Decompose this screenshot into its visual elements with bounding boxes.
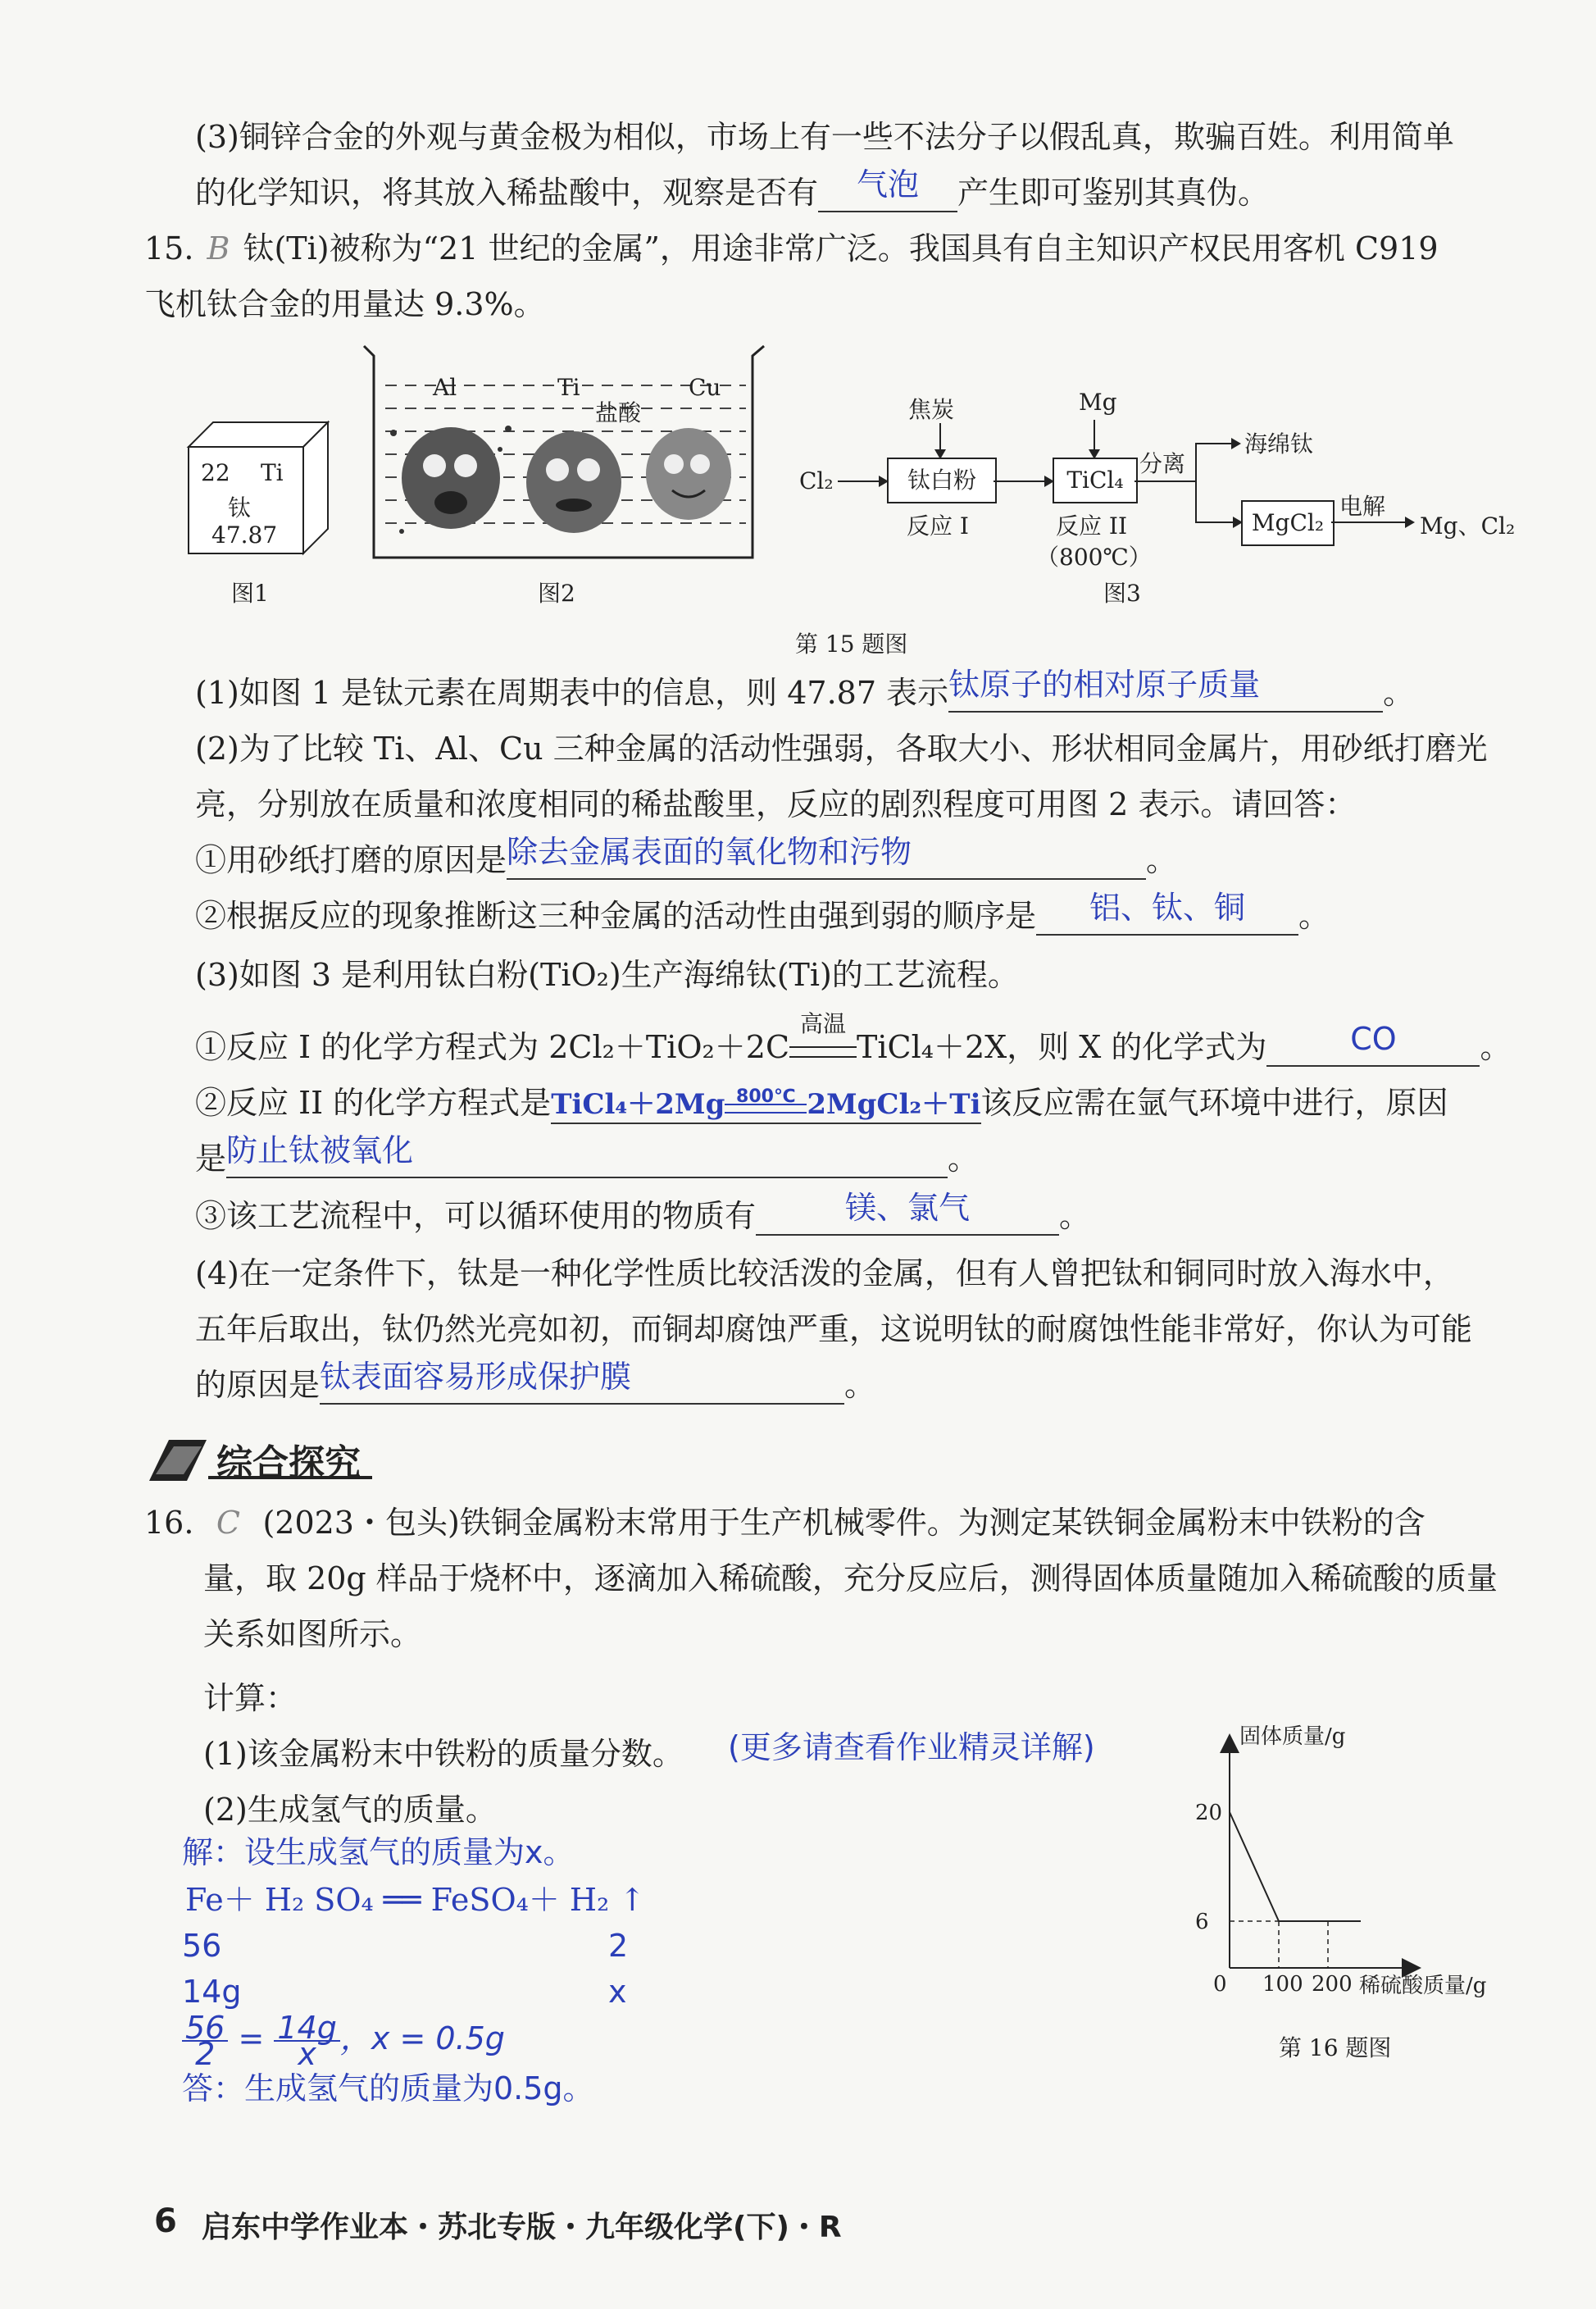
section-header: [141, 1432, 387, 1486]
q15-p3-2-equation-blank[interactable]: [551, 1085, 980, 1124]
q15-p2-line2: 亮，分别放在质量和浓度相同的稀盐酸里，反应的剧烈程度可用图 2 表示。请回答：: [195, 786, 1357, 822]
q16-q1: (1)该金属粉末中铁粉的质量分数。: [203, 1736, 684, 1772]
q15-choice: B: [207, 230, 230, 266]
q15-p3-2-line2: [195, 1132, 980, 1181]
q16-line2: 量，取 20g 样品于烧杯中，逐滴加入稀硫酸，充分反应后，测得固体质量随加入稀硫酸的质量: [203, 1560, 1498, 1596]
q15-p3-1-answer-blank[interactable]: [1266, 1021, 1480, 1067]
q14-p3-text: 的化学知识，将其放入稀盐酸中，观察是否有: [195, 175, 819, 211]
q16-ratio-fe: 56: [182, 1928, 222, 1964]
q15-p2-1-end: 。: [1146, 842, 1178, 878]
fig3-react1: 反应 I: [907, 512, 969, 540]
fig2-label-al: Al: [433, 374, 457, 401]
fig3-arrow-1: [838, 480, 887, 482]
q15-p1-text: (1)如图 1 是钛元素在周期表中的信息，则 47.87 表示: [195, 675, 949, 711]
q15-p1: [195, 667, 1415, 715]
fig3-arrow-coke: [939, 423, 941, 458]
q16-number: 16.: [144, 1505, 194, 1541]
q16-frac2-num: 14g: [274, 2015, 339, 2042]
fig3-arrow-sponge: [1195, 443, 1239, 444]
fig2-ti-figure: [526, 431, 621, 533]
section-title: 综合探究: [216, 1442, 361, 1484]
q15-p3-1: [195, 1010, 1512, 1069]
q14-p3-line2: [195, 166, 1270, 215]
fig1-caption: 图1: [231, 580, 269, 607]
q15-p2-2: [195, 890, 1330, 938]
fig3-arrow-mgcl2: [1195, 521, 1241, 523]
q15-p2-2-answer-blank[interactable]: [1036, 890, 1298, 936]
fig3-box-mgcl2: MgCl₂: [1241, 500, 1335, 546]
q15-p3-2-text: ②反应 II 的化学方程式是: [195, 1085, 552, 1121]
fig2-label-ti: Ti: [557, 374, 580, 401]
q16-mass-fe: 14g: [182, 1974, 242, 2010]
q16-eqsign: =: [238, 2020, 265, 2056]
q15-p4-answer: 钛表面容易形成保护膜: [320, 1359, 632, 1395]
fig3-arrow-electrolysis: [1331, 521, 1413, 523]
q16-answer: 答：生成氢气的质量为0.5g。: [182, 2070, 594, 2106]
q15-p3-3: [195, 1190, 1091, 1238]
q15-p4-line3: [195, 1359, 876, 1407]
fig2-al-figure: [390, 426, 512, 534]
fig3-out-sponge-ti: 海绵钛: [1244, 430, 1314, 458]
q15-p3-2-eq-b: 2MgCl₂＋Ti: [807, 1088, 981, 1121]
q16-calc: 计算：: [203, 1680, 298, 1716]
q16-frac1-den: 2: [195, 2035, 216, 2072]
fig3-arrow-2: [994, 480, 1053, 482]
q16-figure-caption: 第 16 题图: [1279, 2034, 1392, 2061]
footer-book-title: 启东中学作业本・苏北专版・九年级化学(下)・R: [202, 2211, 842, 2244]
q14-p3-answer: 气泡: [857, 166, 920, 203]
q15-p3-1-answer: CO: [1350, 1021, 1397, 1057]
fig3-temp: （800℃）: [1036, 544, 1152, 571]
q15-p2-1-answer: 除去金属表面的氧化物和污物: [507, 834, 912, 870]
q15-p2-1: [195, 834, 1178, 882]
q15-p3-3-end: 。: [1059, 1198, 1091, 1234]
fig1-name: 钛: [228, 494, 252, 521]
chart-ylabel: 固体质量/g: [1239, 1724, 1346, 1749]
fig3-coke: 焦炭: [908, 396, 955, 423]
q16-q2: (2)生成氢气的质量。: [203, 1792, 497, 1828]
fig1-atomic-number: 22: [201, 459, 230, 486]
fig3-arrow-mg: [1094, 420, 1095, 458]
q15-p3-3-text: ③该工艺流程中，可以循环使用的物质有: [195, 1198, 757, 1234]
fig3-out-mg-cl2: Mg、Cl₂: [1420, 512, 1516, 540]
fig3-mg: Mg: [1079, 389, 1117, 416]
fig3-split-vertical: [1195, 443, 1197, 523]
q16-frac-result: ，x = 0.5g: [339, 2020, 505, 2056]
q15-p3-2-answer: 防止钛被氧化: [226, 1132, 414, 1168]
q15-p3-3-answer: 镁、氯气: [845, 1190, 971, 1226]
q15-p3-3-answer-blank[interactable]: [756, 1190, 1059, 1236]
q15-p3-2: [195, 1081, 1448, 1125]
q15-p3-2-rest: 该反应需在氩气环境中进行，原因: [980, 1085, 1448, 1121]
fig1-mass: 47.87: [211, 521, 278, 549]
q15-number: 15.: [144, 230, 194, 266]
q15-p3-2-eq-a: TiCl₄＋2Mg: [551, 1088, 725, 1121]
q16-frac1-num: 56: [182, 2015, 228, 2042]
q16-equation: Fe＋ H₂ SO₄ ══ FeSO₄＋ H₂ ↑: [185, 1882, 646, 1918]
q14-p3-end: 产生即可鉴别其真伪。: [957, 175, 1270, 211]
q15-p3-2-line2-text: 是: [195, 1141, 227, 1177]
q16-frac2: [274, 2009, 339, 2072]
q16-text: (2023・包头)铁铜金属粉末常用于生产机械零件。为测定某铁铜金属粉末中铁粉的含: [262, 1505, 1425, 1541]
q16-chart: [1172, 1714, 1516, 2009]
q16-frac2-den: x: [298, 2035, 316, 2072]
q15-p3-2-condition: [725, 1086, 807, 1114]
q15-p3-1-text-b: TiCl₄＋2X，则 X 的化学式为: [857, 1029, 1267, 1065]
fig2-label-acid: 盐酸: [595, 399, 642, 426]
q16-mass-h2: x: [608, 1974, 627, 2010]
q15-p4-end: 。: [844, 1367, 876, 1403]
fig2-cu-figure: [646, 428, 731, 520]
footer-page-number: 6: [154, 2202, 177, 2240]
q15-p1-answer-blank[interactable]: [948, 667, 1383, 713]
fig3-box-tio2: 钛白粉: [887, 458, 997, 503]
q15-line1: [144, 226, 1439, 271]
chart-xlabel: 稀硫酸质量/g: [1359, 1974, 1487, 1998]
q15-p4-text: 的原因是: [195, 1367, 321, 1403]
fig1-symbol: Ti: [261, 459, 284, 486]
chart-ytick-6: 6: [1195, 1910, 1209, 1934]
q15-p3: (3)如图 3 是利用钛白粉(TiO₂)生产海绵钛(Ti)的工艺流程。: [195, 957, 1019, 993]
q15-p2-line1: (2)为了比较 Ti、Al、Cu 三种金属的活动性强弱，各取大小、形状相同金属片，用砂纸打磨光: [195, 731, 1488, 767]
q14-p3-line1: (3)铜锌合金的外观与黄金极为相似，市场上有一些不法分子以假乱真，欺骗百姓。利用简单: [195, 119, 1454, 155]
q15-p2-2-answer: 铝、钛、铜: [1089, 890, 1246, 926]
q16-frac1: [182, 2009, 228, 2072]
q15-p2-2-text: ②根据反应的现象推断这三种金属的活动性由强到弱的顺序是: [195, 898, 1037, 934]
q15-p3-2-cond-text: 800℃: [736, 1086, 796, 1107]
q16-line1: [144, 1501, 1425, 1545]
fig2-caption: 图2: [538, 580, 575, 607]
q15-p4-line2: 五年后取出，钛仍然光亮如初，而铜却腐蚀严重，这说明钛的耐腐蚀性能非常好，你认为可能: [195, 1311, 1473, 1347]
fig3-box-ticl4: TiCl₄: [1053, 458, 1138, 503]
q15-p1-end: 。: [1383, 675, 1415, 711]
fig3-separate: 分离: [1139, 450, 1186, 477]
q15-p2-1-answer-blank[interactable]: [507, 834, 1146, 880]
q15-p3-2-end: 。: [948, 1141, 980, 1177]
chart-origin-label: 0: [1213, 1972, 1227, 1997]
q14-p3-answer-blank[interactable]: [818, 166, 957, 212]
q15-p3-1-text-a: ①反应 I 的化学方程式为 2Cl₂＋TiO₂＋2C: [195, 1029, 790, 1065]
fig3-react2: 反应 II: [1056, 512, 1128, 540]
q15-p2-1-text: ①用砂纸打磨的原因是: [195, 842, 507, 878]
q15-figure-caption: 第 15 题图: [795, 631, 908, 658]
fig3-input-cl2: Cl₂: [799, 467, 834, 494]
q15-p3-1-end: 。: [1480, 1029, 1512, 1065]
q16-q1-note[interactable]: (更多请查看作业精灵详解): [728, 1729, 1095, 1765]
q15-p1-answer: 钛原子的相对原子质量: [948, 667, 1261, 703]
q15-intro-line2: 飞机钛合金的用量达 9.3%。: [144, 286, 545, 322]
q16-choice: C: [216, 1505, 240, 1541]
chart-series-line: [1230, 1812, 1361, 1921]
fig3-split-line: [1134, 480, 1195, 482]
q16-line3: 关系如图所示。: [203, 1616, 422, 1652]
section-header-icon: [141, 1432, 215, 1486]
q16-solution-setup: 解：设生成氢气的质量为x。: [182, 1834, 575, 1870]
q15-p2-2-end: 。: [1298, 898, 1330, 934]
fig3-caption: 图3: [1103, 580, 1141, 607]
q16-proportion: [182, 2009, 505, 2072]
q15-p3-1-condition: [789, 1010, 857, 1058]
q15-p4-line1: (4)在一定条件下，钛是一种化学性质比较活泼的金属，但有人曾把钛和铜同时放入海水中，: [195, 1255, 1454, 1291]
chart-ytick-20: 20: [1195, 1801, 1223, 1825]
fig3-electrolysis: 电解: [1339, 493, 1386, 520]
q15-p3-2-answer-blank[interactable]: [226, 1132, 948, 1178]
q16-ratio-h2: 2: [608, 1928, 629, 1964]
q15-intro: 钛(Ti)被称为“21 世纪的金属”，用途非常广泛。我国具有自主知识产权民用客机 C919: [243, 230, 1439, 266]
chart-xtick-100: 100: [1262, 1972, 1303, 1997]
q15-p3-1-cond-text: 高温: [800, 1010, 847, 1037]
chart-xtick-200: 200: [1312, 1972, 1353, 1997]
q15-p4-answer-blank[interactable]: [320, 1359, 844, 1405]
fig2-label-cu: Cu: [689, 374, 721, 401]
